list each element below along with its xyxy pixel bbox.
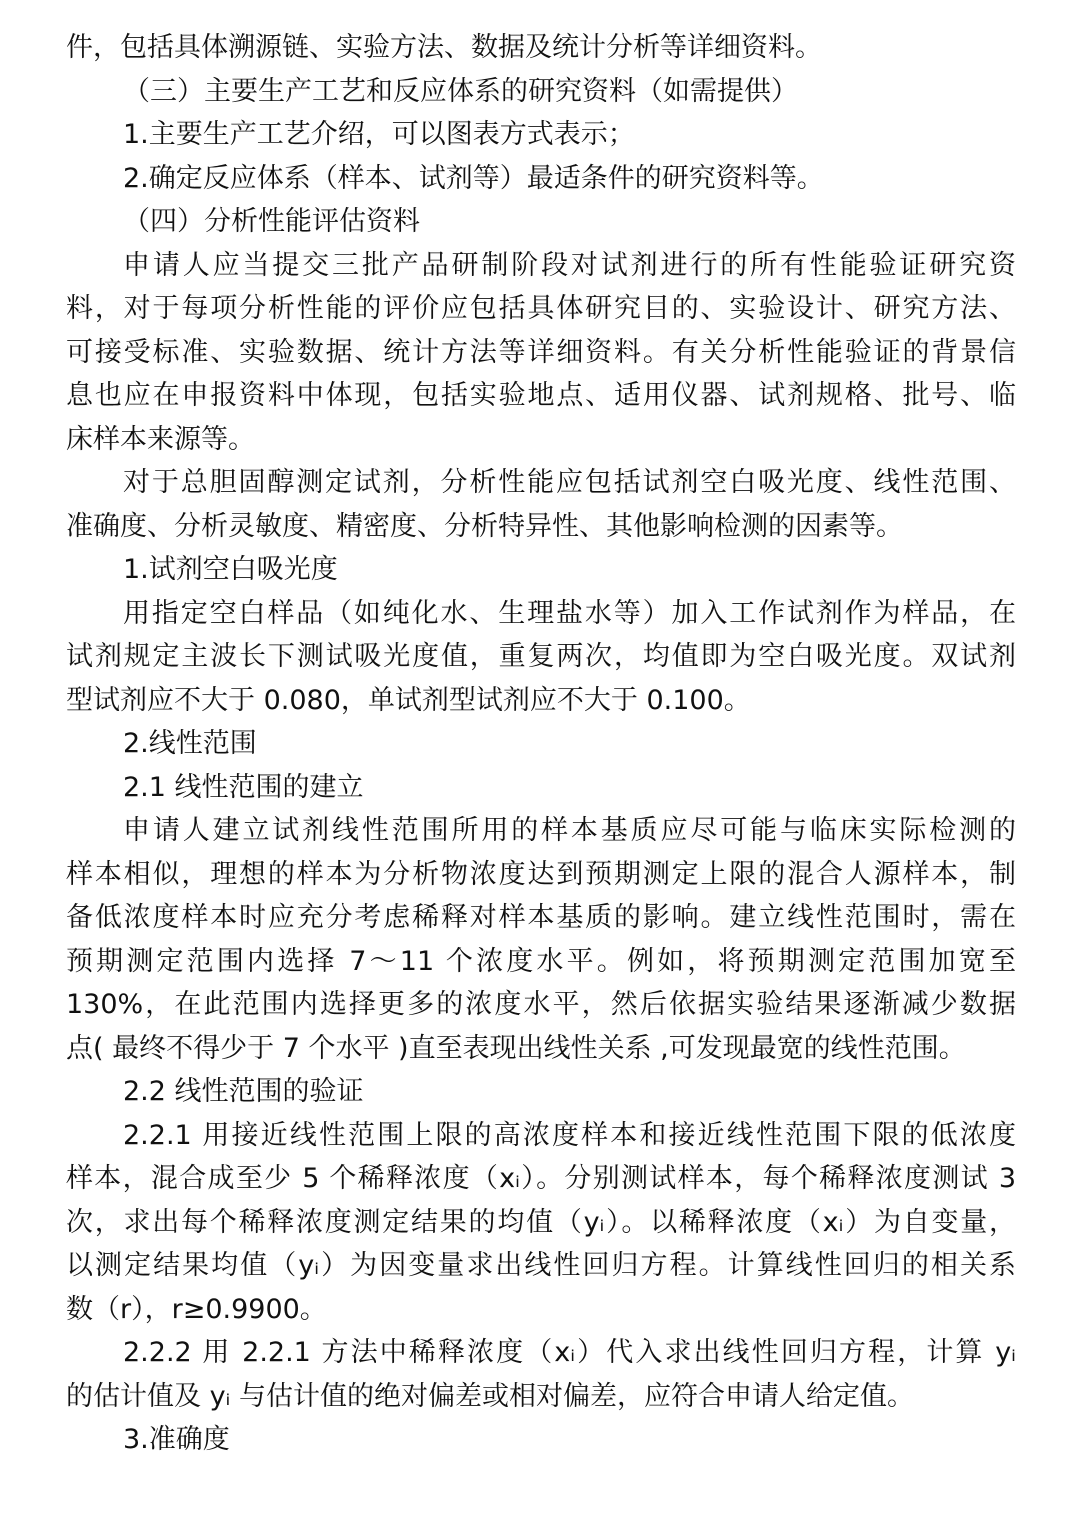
- text-line: 息也应在申报资料中体现，包括实验地点、适用仪器、试剂规格、批号、临: [66, 380, 1016, 411]
- text-line: 1.主要生产工艺介绍，可以图表方式表示；: [123, 119, 635, 150]
- text-line: 件，包括具体溯源链、实验方法、数据及统计分析等详细资料。: [66, 32, 822, 63]
- text-line: 准确度、分析灵敏度、精密度、分析特异性、其他影响检测的因素等。: [66, 510, 903, 542]
- text-line: 预期测定范围内选择 7～11 个浓度水平。例如，将预期测定范围加宽至: [66, 945, 1016, 977]
- text-line: 试剂规定主波长下测试吸光度值，重复两次，均值即为空白吸光度。双试剂: [66, 641, 1016, 672]
- text-line: 2.2 线性范围的验证: [123, 1076, 364, 1107]
- text-line: 数（r），r≥0.9900。: [66, 1293, 327, 1325]
- text-line: 样本相似，理想的样本为分析物浓度达到预期测定上限的混合人源样本，制: [66, 858, 1016, 890]
- text-line: 备低浓度样本时应充分考虑稀释对样本基质的影响。建立线性范围时，需在: [66, 902, 1016, 933]
- text-line: 床样本来源等。: [66, 423, 255, 455]
- text-line: 型试剂应不大于 0.080，单试剂型试剂应不大于 0.100。: [66, 684, 751, 716]
- text-line: 申请人建立试剂线性范围所用的样本基质应尽可能与临床实际检测的: [123, 815, 1016, 846]
- text-line: 的估计值及 yᵢ 与估计值的绝对偏差或相对偏差，应符合申请人给定值。: [66, 1380, 914, 1412]
- text-line: 料，对于每项分析性能的评价应包括具体研究目的、实验设计、研究方法、: [66, 293, 1016, 324]
- text-line: 次，求出每个稀释浓度测定结果的均值（yᵢ）。以稀释浓度（xᵢ）为自变量，: [66, 1206, 1016, 1238]
- text-line: 点( 最终不得少于 7 个水平 )直至表现出线性关系 ,可发现最宽的线性范围。: [66, 1032, 966, 1064]
- text-line: 2.2.1 用接近线性范围上限的高浓度样本和接近线性范围下限的低浓度: [123, 1119, 1016, 1151]
- text-line: （四）分析性能评估资料: [123, 206, 420, 237]
- text-line: （三）主要生产工艺和反应体系的研究资料（如需提供）: [123, 75, 798, 107]
- text-line: 2.2.2 用 2.2.1 方法中稀释浓度（xᵢ）代入求出线性回归方程，计算 yᵢ: [123, 1337, 1016, 1368]
- text-line: 以测定结果均值（yᵢ）为因变量求出线性回归方程。计算线性回归的相关系: [66, 1250, 1016, 1281]
- text-line: 2.线性范围: [123, 728, 257, 759]
- text-line: 2.确定反应体系（样本、试剂等）最适条件的研究资料等。: [123, 162, 824, 194]
- text-line: 样本，混合成至少 5 个稀释浓度（xᵢ）。分别测试样本，每个稀释浓度测试 3: [66, 1163, 1016, 1194]
- text-line: 对于总胆固醇测定试剂，分析性能应包括试剂空白吸光度、线性范围、: [123, 467, 1016, 498]
- text-line: 130%，在此范围内选择更多的浓度水平，然后依据实验结果逐渐减少数据: [66, 989, 1016, 1020]
- text-line: 申请人应当提交三批产品研制阶段对试剂进行的所有性能验证研究资: [123, 249, 1016, 281]
- text-line: 2.1 线性范围的建立: [123, 771, 364, 803]
- document-body: [66, 26, 1016, 1462]
- text-line: 3.准确度: [123, 1424, 230, 1455]
- text-line: 可接受标准、实验数据、统计方法等详细资料。有关分析性能验证的背景信: [66, 336, 1016, 368]
- text-line: 1.试剂空白吸光度: [123, 554, 338, 585]
- text-line: 用指定空白样品（如纯化水、生理盐水等）加入工作试剂作为样品，在: [123, 597, 1016, 629]
